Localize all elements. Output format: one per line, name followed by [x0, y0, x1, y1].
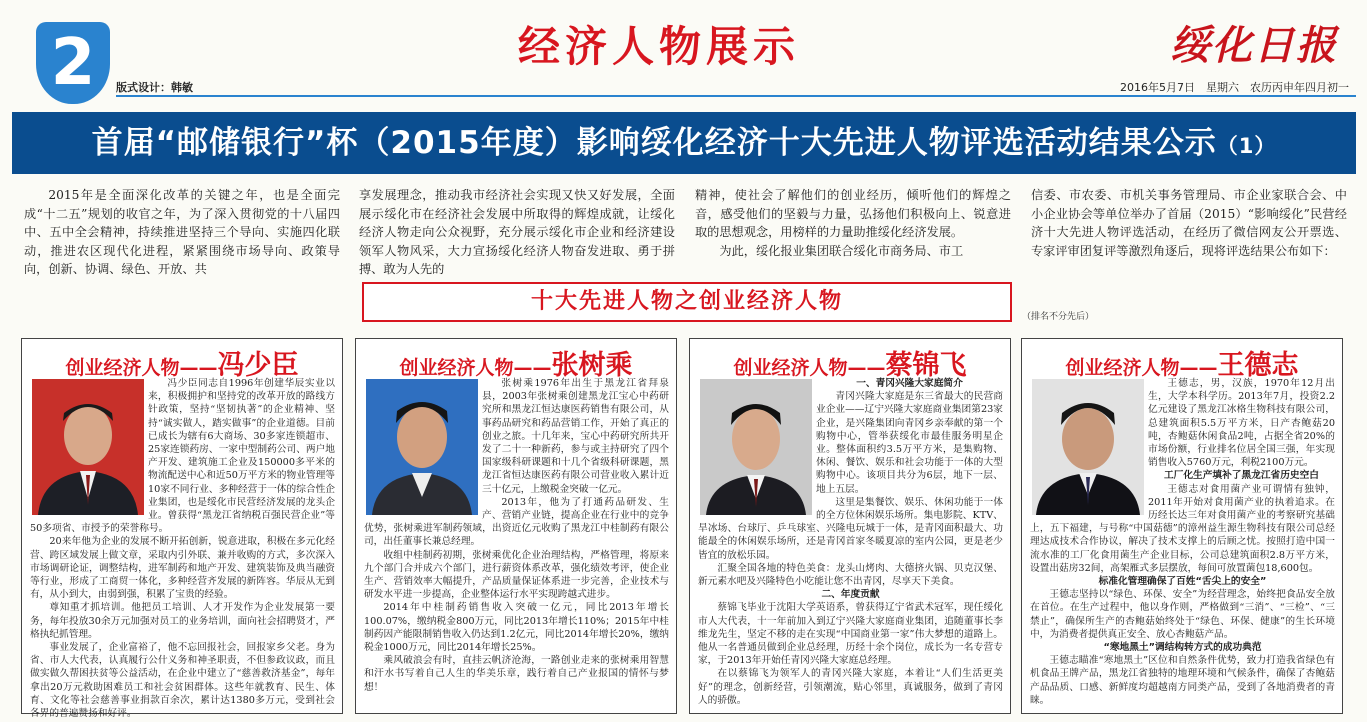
portrait-photo — [700, 379, 812, 515]
page-number-badge: 2 — [36, 22, 110, 104]
intro-column-1: 2015年是全面深化改革的关键之年，也是全面完成“十二五”规划的收官之年，为了深入贯彻党的十八届四中、五中全会精神，持续推进坚持三个导向、实施四化联动，推进农区现代化进程，紧紧围绕市场导向、政策导向，创新、协调、绿色、开放、共 — [24, 188, 340, 276]
card-title-label: 创业经济人物—— — [1065, 357, 1218, 379]
person-name: 蔡锦飞 — [885, 350, 967, 381]
card-paragraph: 2013年，他为了打通药品研发、生产、营销产业链，提高企业在行业中的竞争优势，张树乘进军制药领域，出资近亿元收购了黑龙江中桂制药有限公司，出任董事长兼总经理。 — [364, 496, 669, 548]
card-paragraph: 张树乘1976年出生于黑龙江省拜泉县，2003年张树乘创建黑龙江宝心中药研究所和黑龙江恒达康医药销售有限公司，从事药品研究和药品营销工作，开始了真正的创业之旅。十几年来，宝心中药研究所共开发了二十一种新药，参与或主持研究了四个国家级科研课题和十几个省级科研课题，黑龙江省恒达康医药有限公司营业收入累计近三十亿元，上缴税金突破一亿元。 — [482, 378, 669, 495]
card-paragraph: 在以蔡锦飞为领军人的青冈兴隆大家庭，本着让“人们生活更美好”的理念，创新经营，引领潮流，贴心邻里，真诚服务，做到了青冈人的骄傲。 — [698, 668, 1003, 706]
category-banner: 十大先进人物之创业经济人物 — [362, 282, 1012, 322]
card-subheading: “寒地黑土”调结构转方式的成功典范 — [1103, 642, 1262, 654]
portrait-photo — [366, 379, 478, 515]
card-paragraph: 20来年他为企业的发展不断开拓创新，锐意进取，积极在多元化经营、跨区域发展上做文章，采取内引外联、兼并收购的方式，多次深入市场调研论证，调整结构，进军制药和地产开发、建筑装饰及典当融资等行业，形成了工商贸一体化，多种经营齐发展的新阵容。华辰从无到有，从小到大，由弱到强，积累了宝贵的经验。 — [30, 536, 335, 601]
intro-column-3-paragraph-b: 为此，绥化报业集团联合绥化市商务局、市工 — [719, 243, 964, 258]
person-name: 冯少臣 — [217, 350, 299, 381]
layout-designer: 版式设计：韩敏 — [116, 81, 193, 94]
person-name: 王德志 — [1217, 350, 1299, 381]
card-paragraph: 王德志，男，汉族，1970年12月出生，大学本科学历。2013年7月，投资2.2亿元建设了黑龙江冰格生物科技有限公司，总建筑面积5.5万平方米，日产杏鲍菇20吨，杏鲍菇休闲食品2吨，占据全省20%的市场份额，行业排名位居全国三强，年实现销售收入5760万元，利税2100万元。 — [1148, 378, 1335, 469]
card-title-label: 创业经济人物—— — [399, 357, 552, 379]
card-paragraph: 2014年中桂制药销售收入突破一亿元，同比2013年增长100.07%，缴纳税金800万元，同比2013年增长110%；2015年中桂制药因产能限制销售收入仍达到1.2亿元，同比2014年增长20%，缴纳税金1000万元，同比2014年增长25%。 — [364, 602, 669, 654]
card-paragraph: 事业发展了，企业富裕了，他不忘回报社会，回报家乡父老。身为省、市人大代表，认真履行公什义务和神圣职责，不但参政议政，而且做实做久帮困扶贫等公益活动，在企业中建立了“慈善救济基金”，每年拿出20万元救助困难员工和社会贫困群体。这些年就教育、民生、体育、文化等社会慈善事业捐款百余次，累计达1380多万元，受到社会各界的普遍赞扬和好评。 — [30, 642, 335, 720]
issue-date: 2016年5月7日 星期六 农历丙申年四月初一 — [1120, 81, 1349, 94]
card-paragraph: 尊知重才抓培训。他把员工培训、人才开发作为企业发展第一要务，每年投放30余万元加强对员工的业务培训，面向社会招聘贤才，严格执纪抓管理。 — [30, 602, 335, 640]
card-paragraph: 这里是集餐饮、娱乐、休闲功能于一体的全方位休闲娱乐场所。集电影院、KTV、旱冰场、台球厅、乒乓球室、兴隆电玩城于一体，是青冈面积最大、功能最全的休闲娱乐场所，还是青冈首家冬暖夏凉的室内公园，更是老少皆宜的放松乐园。 — [698, 496, 1003, 561]
intro-column-4: 信委、市农委、市机关事务管理局、市企业家联合会、中小企业协会等单位举办了首届（2015）“影响绥化”民营经济十大先进人物评选活动，在经历了微信网友公开票选、专家评审团复评等激烈角逐后，现将评选结果公布如下： — [1031, 188, 1347, 258]
intro-column-2: 享发展理念，推动我市经济社会实现又快又好发展，全面展示绥化市在经济社会发展中所取得的辉煌成就，让绥化经济人物走向公众视野，充分展示绥化市企业和经济建设领军人物风采，大力宣扬绥化经济人物奋发进取、勇于拼搏、敢为人先的 — [359, 188, 675, 276]
intro-column-3 — [695, 186, 1011, 274]
intro-column-3-paragraph-a: 精神，使社会了解他们的创业经历，倾听他们的辉煌之音，感受他们的坚毅与力量，弘扬他们积极向上、锐意进取的思想观念，用榜样的力量助推绥化经济发展。 — [695, 188, 1011, 239]
person-card-zhang-shucheng — [355, 338, 677, 714]
card-subheading: 标准化管理确保了百姓“舌尖上的安全” — [1098, 576, 1267, 588]
headline-text: 首届“邮储银行”杯（2015年度）影响绥化经济十大先进人物评选活动结果公示 — [91, 125, 1217, 161]
card-paragraph: 王德志坚持以“绿色、环保、安全”为经营理念，始终把食品安全放在首位。在生产过程中，他以身作则，严格做到“三消”、“三检”、“三禁止”，确保所生产的杏鲍菇始终处于“绿色、环保、健康”的生长环境中，为消费者提供真正安全、放心杏鲍菇产品。 — [1030, 589, 1335, 640]
portrait-photo — [1032, 379, 1144, 515]
masthead-rule — [116, 95, 1356, 97]
card-paragraph: 汇聚全国各地的特色美食：龙头山烤肉、大德挤火锅、贝克汉堡、新元素水吧及兴隆特色小吃能让您不出青冈，尽享天下美食。 — [698, 562, 1003, 588]
card-paragraph: 蔡锦飞毕业于沈阳大学英语系，曾获得辽宁省武术冠军，现任绥化市人大代表，十一年前加入到辽宁兴隆大家庭商业集团，追随董事长李维龙先生，坚定不移的走在实现“中国商业第一家”伟大梦想的道路上。他从一名普通员做到企业总经理，历经十余个岗位，成长为一名专营专家，于2013年开始任青冈兴隆大家庭总经理。 — [698, 602, 1003, 667]
person-card-cai-jinfei — [689, 338, 1011, 714]
person-name: 张树乘 — [551, 350, 633, 381]
person-card-feng-shaochen — [21, 338, 343, 720]
card-subheading: 工厂化生产填补了黑龙江省历史空白 — [1164, 470, 1319, 482]
portrait-photo — [32, 379, 144, 515]
ranking-note: （排名不分先后） — [1022, 312, 1095, 322]
card-title-label: 创业经济人物—— — [65, 357, 218, 379]
section-title: 经济人物展示 — [518, 22, 801, 71]
card-paragraph: 王德志对食用菌产业可谓情有独钟，2011年开始对食用菌产业的执着追求。在历经长达三年对食用菌产业的考察研究基础上，五下福建，与号称“中国菇德”的漳州益生源生物科技有限公司总经理达成技术合作协议，解决了技术支撑上的后顾之忧。按照打造中国一流水准的工厂化食用菌生产企业目标，公司总建筑面积2.8万平方米，设置出菇房32间，高架雁式多层摆放，每间可放置菌包18,600包。 — [1030, 483, 1335, 574]
card-paragraph: 冯少臣同志自1996年创建华辰实业以来，积极拥护和坚持党的改革开放的路线方针政策，坚持“坚韧执著”的企业精神、坚持“诚实做人，踏实做事”的企业道德。目前已成长为辖有6大商场、30多家连锁超市、25家连锁药房、一家中型制药公司、两户地产开发、建筑施工企业及150000多平米的物流配送中心和近50万平方米的物业管理等10家不同行业、多种经营于一体的综合性企业集团，也是绥化市民营经济发展的龙头企业。曾获得“黑龙江省纳税百强民营企业”等50多项省、市授予的荣誉称号。 — [30, 378, 335, 535]
card-paragraph: 收组中桂制药初期，张树乘优化企业治理结构，严格管理，将原来九个部门合并成六个部门，进行薪资体系改革，强化绩效考评，使企业生产、营销效率大幅提升，产品质量保证体系进一步完善，企业技术与研发水平进一步提高，企业整体运行水平实现跨越式进步。 — [364, 549, 669, 601]
card-paragraph: 乘风破浪会有时，直挂云帆济沧海，一路创业走来的张树乘用智慧和汗水书写着自己人生的华美乐章，践行着自己产业报国的情怀与梦想！ — [364, 655, 669, 693]
card-subheading: 一、青冈兴隆大家庭简介 — [856, 378, 963, 389]
card-title-label: 创业经济人物—— — [733, 357, 886, 379]
person-card-wang-dezhi — [1021, 338, 1343, 714]
card-subheading: 二、年度贡献 — [821, 589, 880, 601]
main-headline — [12, 112, 1356, 174]
headline-part-number: （1） — [1216, 134, 1277, 158]
card-paragraph: 青冈兴隆大家庭是东三省最大的民营商业企业——辽宁兴隆大家庭商业集团第23家企业，是兴隆集团向青冈乡亲奉献的第一个购物中心，管举获绥化市最佳服务明星企业。整体面积约3.5万平方米，是集购物、休闲、餐饮、娱乐和社会功能于一体的大型购物中心。该项目共分为6层，地下一层、地上五层。 — [816, 391, 1003, 495]
newspaper-logo: 绥化日报 — [1170, 22, 1338, 69]
card-paragraph: 王德志瞄准“寒地黑土”区位和自然条件优势，致力打造我省绿色有机食品王牌产品，黑龙江省独特的地理环境和气候条件，确保了杏鲍菇产品品质、口感、新鲜度均超越南方同类产品，受到了各地消费者的青睐。 — [1030, 655, 1335, 706]
